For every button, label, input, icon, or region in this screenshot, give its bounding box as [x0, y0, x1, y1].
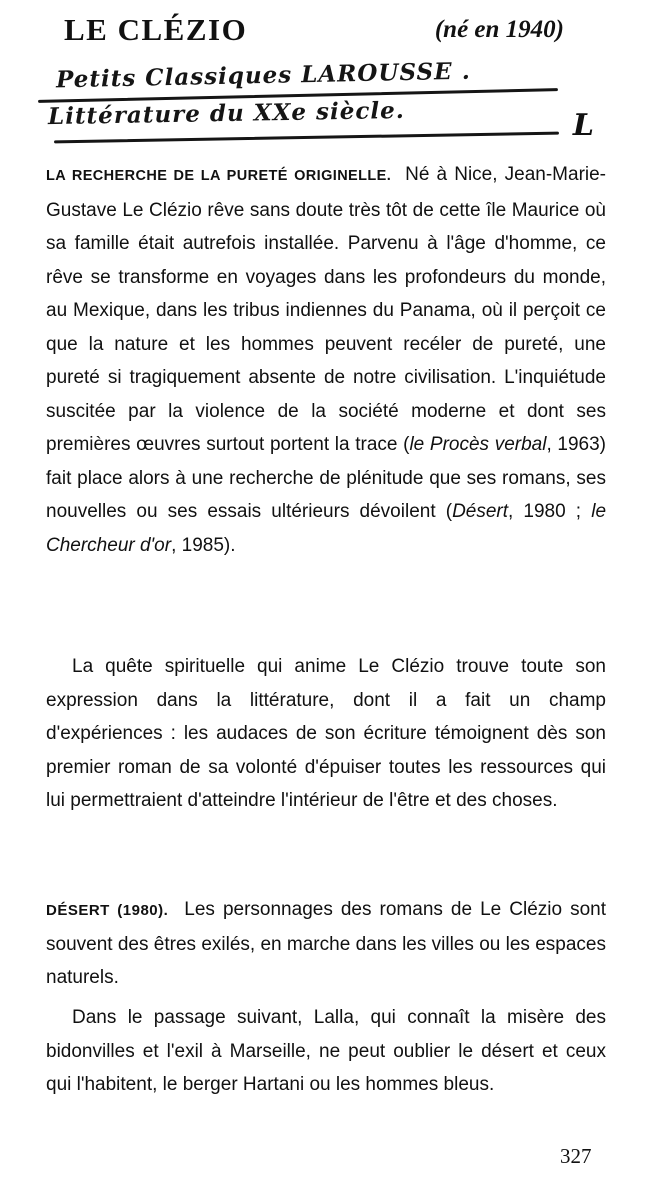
section-purete-paragraph-1 — [46, 158, 606, 562]
paragraph-text: Né à Nice, Jean-Marie-Gustave Le Clézio rêve sans doute très tôt de cette île Maurice où sa famille était autrefois installée. Parvenu à l'âge d'homme, ce rêve se transforme en voyages dans les profondeurs du monde, au Mexique, dans les tribus indiennes du Panama, où il perçoit ce que la nature et les hommes peuvent recéler de pureté, une pureté si tragiquement absente de notre civilisation. L'inquiétude suscitée par la violence de la société moderne et dont ses premières œuvres surtout portent la trace ( — [46, 164, 607, 455]
section-desert-paragraph-1 — [46, 893, 606, 995]
page-number: 327 — [560, 1144, 592, 1168]
section-purete-paragraph-2 — [46, 650, 606, 818]
work-title: le Chercheur d'or — [46, 501, 607, 556]
paragraph-text: , 1985). — [171, 534, 236, 556]
paragraph-text: , 1980 ; — [508, 501, 592, 522]
section-heading-purete: LA RECHERCHE DE LA PURETÉ ORIGINELLE. — [46, 168, 392, 184]
handwritten-line-2: Littérature du XXe siècle. — [47, 96, 405, 131]
handwritten-annotation — [38, 58, 598, 158]
work-title: le Procès verbal — [409, 434, 547, 455]
page-header — [64, 12, 564, 52]
paragraph-text: Les personnages des romans de Le Clézio sont souvent des êtres exilés, en marche dans les villes ou les espaces naturels. — [46, 899, 606, 988]
paragraph-text: Dans le passage suivant, Lalla, qui connaît la misère des bidonvilles et l'exil à Marseille, ne peut oublier le désert et ceux qui l'habitent, le berger Hartani ou les hommes bleus. — [46, 1007, 606, 1095]
section-heading-desert: DÉSERT (1980). — [46, 902, 169, 919]
paragraph-text: , 1963) fait place alors à une recherche de plénitude que ses romans, ses nouvelles ou ses essais ultérieurs dévoilent ( — [46, 434, 606, 522]
handwritten-underline-2 — [54, 132, 559, 144]
author-dates: (né en 1940) — [434, 16, 564, 43]
section-desert-paragraph-2 — [46, 1001, 606, 1102]
work-title: Désert — [452, 501, 509, 522]
handwritten-mark: L — [572, 108, 594, 143]
handwritten-line-1: Petits Classiques LAROUSSE . — [55, 57, 471, 94]
author-name: LE CLÉZIO — [64, 12, 248, 47]
paragraph-text: La quête spirituelle qui anime Le Clézio trouve toute son expression dans la littérature, dont il a fait un champ d'expériences : les audaces de son écriture témoignent dès son premier roman de sa volonté d'épuiser toutes les ressources qui lui permettraient d'atteindre l'intérieur de l'être et des choses. — [46, 656, 606, 811]
